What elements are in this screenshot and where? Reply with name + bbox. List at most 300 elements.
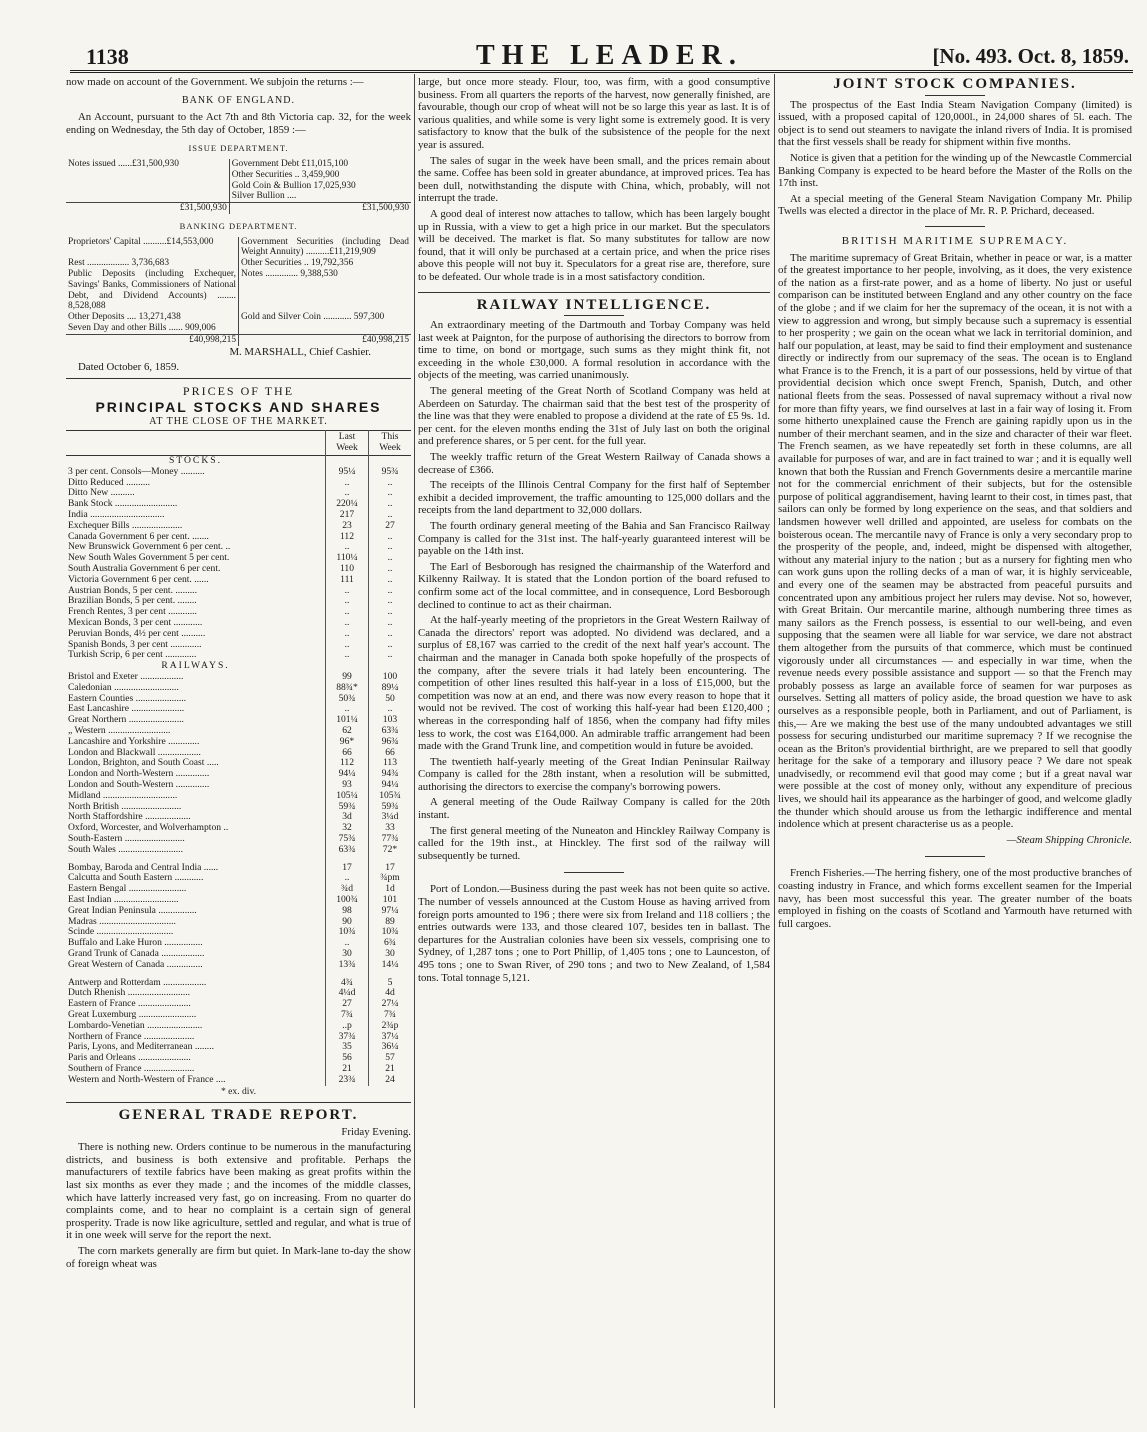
- this-week-price: 72*: [369, 845, 412, 856]
- blank-header: [66, 431, 326, 456]
- issue-asset: Silver Bullion ....: [229, 191, 411, 202]
- security-name: Dutch Rhenish ..........................: [68, 988, 191, 999]
- this-week-price: 4d: [369, 988, 412, 999]
- this-week-price: 30: [369, 949, 412, 960]
- last-week-price: ..: [326, 607, 369, 618]
- banking-dept-table: [66, 237, 411, 346]
- indian-railway-row: [66, 906, 411, 917]
- this-week-price: 6¾: [369, 938, 412, 949]
- prices-main-title: PRINCIPAL STOCKS AND SHARES: [95, 399, 382, 416]
- stock-row: [66, 586, 411, 597]
- this-week-price: ..: [369, 542, 412, 553]
- last-week-price: 4¼d: [326, 988, 369, 999]
- last-week-price: ..: [326, 650, 369, 661]
- stock-row: [66, 467, 411, 478]
- joint-stock-heading: JOINT STOCK COMPANIES.: [833, 76, 1077, 92]
- this-week-price: 103: [369, 715, 412, 726]
- banking-asset: Other Securities .. 19,792,356: [239, 258, 412, 269]
- divider: [66, 1102, 411, 1103]
- this-week-price: 7¾: [369, 1010, 412, 1021]
- issue-liability: [66, 170, 229, 181]
- last-week-price: 59¾: [326, 802, 369, 813]
- blank-cell: [66, 856, 326, 863]
- last-week-price: 3d: [326, 812, 369, 823]
- stock-row: [66, 629, 411, 640]
- last-week-price: 13¾: [326, 960, 369, 971]
- security-name: Great Northern .......................: [68, 715, 184, 726]
- issue-liability: Notes issued ......£31,500,930: [68, 158, 179, 169]
- banking-row: [66, 312, 411, 323]
- divider: [564, 872, 624, 873]
- this-week-price: ..: [369, 704, 412, 715]
- this-week-price: 37¼: [369, 1032, 412, 1043]
- last-week-price: 99: [326, 672, 369, 683]
- security-name: Antwerp and Rotterdam ..................: [68, 977, 207, 988]
- this-week-price: 100: [369, 672, 412, 683]
- indian-railway-row: [66, 960, 411, 971]
- maritime-paragraph: The maritime supremacy of Great Britain, whether in peace or war, is a matter of the greatest importance to her people, involving, as it does, the very existence of the nation as a first-rate power, and as a home of liberty. No just or useful comparison can be instituted between England and any other country on the face of the globe ; and if we claim for her the supremacy of the ocean, it is not with a view to aggression and wrong, but simply because such a supremacy is essential to her prosperity ; we gain on the ocean what we lack in territorial dominion, and half our population, at least, may be said to find their employment and sustenance directly or indirectly from our supremacy of the seas. The ocean is to England what France is to the French, it is a part of our possessions, held by virtue of that providential decision which once swept French, Spanish, Dutch, and other national fleets from the seas. Possessed of naval supremacy without a rival now for more than fifty years, we find ourselves at last in a fair way of losing it. From some hitherto unexplained cause the French are gaining rapidly upon us in the number of their merchant seamen, and in the size and character of their war fleet. The French seamen, as we have repeatedly set forth in these columns, are all available for purposes of war, and are in fact trained to war ; and it is equally well known that both the Russian and French Governments desire a mercantile marine not for the commercial enrichment of their subjects, but for the ostensible purpose of political aggrandisement, having learnt to their cost, in times past, that sailors can only be formed by long experience on the seas, and that soldiers and landsmen however well drilled and appointed, are useless for combats on the boisterous ocean. The mercantile navy of France is only a very secondary prop to the prosperity of the people, and, indeed, might be dispensed with altogether, without any material injury to the nation ; but as a nursery for fighting men who can work guns upon the rolling decks of a man of war, it is highly serviceable, and every one of the seamen may be abstracted from peaceful pursuits and concentrated upon any ambitious project her rulers may devise. Not so, however, with Great Britain. Our mercantile marine, although numbering three times as many sailors as the French possess, is essential to our well-being, and even supposing that the seamen were all liable for war service, we dare not abstract them altogether from the pursuits of that commerce, which must be continued vigorously under all circumstances — and especially in war time, when the revenue needs every possible assistance and support — so that the French may probably possess as large an available force of seamen for war purposes as ourselves. Setting all matters of policy aside, the broad question we have to ask ourselves as a responsible people, both in Parliament, and out of Parliament, is this,— Are we making the best use of the many undoubted advantages we still possess for securing undisturbed our maritime supremacy ? If we recognise the ocean as the Briton's providential birthright, are we prepared to sell that goodly heritage for the sake of a temporary and illusory peace ? We dare not speak unadvisedly, or recommend evil that good may come ; but if a great naval war were possible at the cost of money only, without any expenditure of precious lives, we should hail its appearance as the harbinger of good, and welcome gladly the thunder which should arouse us from the lethargic indifference and mental indolence which at present characterise us as a people.: [778, 251, 1132, 831]
- security-name: London, Brighton, and South Coast .....: [68, 758, 219, 769]
- port-of-london-paragraph: Port of London.—Business during the past week has not been quite so active. The number of vessels announced at the Custom House as having arrived from foreign ports amounted to 196 ; there were six from Ireland and 118 colliers ; the entries outwards were 133, and those cleared 107, besides ten in ballast. The departures for the Australian colonies have been six vessels, comprising one to Sydney, of 1,287 tons ; one to Port Phillip, of 1,405 tons ; one to Launceston, of 495 tons ; one to Swan River, of 290 tons ; and two to New Zealand, of 1,584 tons. Total tonnage 5,121.: [418, 883, 770, 984]
- column-3: [778, 76, 1132, 1412]
- cashier-signature: M. MARSHALL, Chief Cashier.: [229, 345, 371, 358]
- issue-total-row: [66, 203, 411, 214]
- railway-row: [66, 802, 411, 813]
- railway-row: [66, 672, 411, 683]
- banking-asset: Gold and Silver Coin ............ 597,300: [239, 312, 412, 323]
- security-name: East Lancashire ......................: [68, 704, 185, 715]
- this-week-price: 1d: [369, 884, 412, 895]
- issue-total-left: £31,500,930: [66, 203, 229, 214]
- this-week-price: 89¼: [369, 683, 412, 694]
- indian-railway-row: [66, 949, 411, 960]
- last-week-price: ..: [326, 596, 369, 607]
- column-2: [418, 76, 770, 1412]
- trade-continued: large, but once more steady. Flour, too, was firm, with a good consumptive business. From all quarters the reports of the harvest, now generally finished, are favourable, though our crop of wheat will not be so large this year as last. It is of various qualities, and while some is very light some is extremely good. It is very satisfactory to know that the bulk of the subsistence of the people for the next year is assured.: [418, 76, 770, 151]
- this-week-price: 14¼: [369, 960, 412, 971]
- this-week-price: 3¼d: [369, 812, 412, 823]
- this-week-price: ..: [369, 564, 412, 575]
- security-name: North British .........................: [68, 801, 182, 812]
- masthead-rule: [70, 70, 1133, 73]
- indian-railway-row: [66, 863, 411, 874]
- railway-heading: RAILWAY INTELLIGENCE.: [476, 296, 712, 313]
- stock-row: [66, 564, 411, 575]
- this-week-price: 2¾p: [369, 1021, 412, 1032]
- issue-asset: Other Securities .. 3,459,900: [229, 170, 411, 181]
- this-week-price: ..: [369, 575, 412, 586]
- this-week-price: 59¾: [369, 802, 412, 813]
- last-week-price: 30: [326, 949, 369, 960]
- last-week-price: 7¾: [326, 1010, 369, 1021]
- security-name: Eastern Counties .....................: [68, 693, 187, 704]
- railway-paragraph: An extraordinary meeting of the Dartmouth and Torbay Company was held last week at Paignton, for the purpose of authorising the directors to borrow from time to time, on bond or mortgage, such sums as they might think fit, not exceeding in the whole £30,000. A formal resolution in accordance with the objects of the meeting, was carried unanimously.: [418, 319, 770, 382]
- foreign-railway-row: [66, 1053, 411, 1064]
- security-name: Ditto New ..........: [68, 488, 135, 499]
- security-name: Bristol and Exeter ..................: [68, 672, 184, 683]
- railway-paragraph: A general meeting of the Oude Railway Company is called for the 20th instant.: [418, 796, 770, 822]
- railway-row: [66, 780, 411, 791]
- railway-row: [66, 694, 411, 705]
- indian-railway-row: [66, 927, 411, 938]
- banking-dept-heading: BANKING DEPARTMENT.: [179, 220, 298, 231]
- stock-row: [66, 575, 411, 586]
- last-week-price: 56: [326, 1053, 369, 1064]
- stock-row: [66, 553, 411, 564]
- trade-heading: GENERAL TRADE REPORT.: [118, 1107, 359, 1124]
- this-week-price: 17: [369, 863, 412, 874]
- last-week-price: ..: [326, 704, 369, 715]
- last-week-price: 23: [326, 521, 369, 532]
- this-week-price: ..: [369, 629, 412, 640]
- banking-liability: Seven Day and other Bills ...... 909,006: [68, 322, 216, 333]
- railway-paragraph: The general meeting of the Great North of Scotland Company was held at Aberdeen on Saturday. The chairman said that the best test of the prosperity of the line was that they were enabled to propose a dividend at the rate of £5 9s. 1d. per cent. for the eleven months ending the 31st of July last on both the original and preference shares, or 5 per cent. for the full year.: [418, 385, 770, 448]
- french-fisheries-paragraph: French Fisheries.—The herring fishery, one of the most productive branches of coasting industry in France, and which forms excellent seamen for the Imperial navy, has been most successful this year. The greater number of the boats employed in fishing on the coasts of Scotland and Yarmouth have returned with full cargoes.: [778, 867, 1132, 930]
- railway-row: [66, 845, 411, 856]
- foreign-railway-row: [66, 988, 411, 999]
- foreign-railway-row: [66, 999, 411, 1010]
- this-week-price: ..: [369, 553, 412, 564]
- security-name: Bank Stock ..........................: [68, 499, 178, 510]
- foreign-railway-row: [66, 978, 411, 989]
- this-week-price: 27: [369, 521, 412, 532]
- last-week-price: 96*: [326, 737, 369, 748]
- issue-row: [66, 181, 411, 192]
- last-week-price: 10¾: [326, 927, 369, 938]
- this-week-price: ¾pm: [369, 873, 412, 884]
- security-name: Calcutta and South Eastern ............: [68, 873, 204, 884]
- this-week-price: 77¾: [369, 834, 412, 845]
- security-name: Mexican Bonds, 3 per cent ............: [68, 618, 203, 629]
- security-name: Paris, Lyons, and Mediterranean ........: [68, 1042, 215, 1053]
- stock-row: [66, 596, 411, 607]
- indian-railway-row: [66, 873, 411, 884]
- security-name: South Australia Government 6 per cent.: [68, 564, 221, 575]
- this-week-price: 94¾: [369, 769, 412, 780]
- last-week-price: ..: [326, 640, 369, 651]
- this-week-price: 66: [369, 748, 412, 759]
- divider: [925, 95, 985, 96]
- foreign-railway-row: [66, 1064, 411, 1075]
- railway-row: [66, 769, 411, 780]
- this-week-price: ..: [369, 596, 412, 607]
- last-week-price: 100¾: [326, 895, 369, 906]
- prices-subtitle: AT THE CLOSE OF THE MARKET.: [149, 415, 328, 427]
- last-week-price: 88¾*: [326, 683, 369, 694]
- foreign-railway-row: [66, 1042, 411, 1053]
- security-name: Brazilian Bonds, 5 per cent. ........: [68, 596, 197, 607]
- security-name: Great Western of Canada ...............: [68, 959, 203, 970]
- security-name: Paris and Orleans ......................: [68, 1053, 191, 1064]
- security-name: South Wales ...........................: [68, 844, 183, 855]
- security-name: Turkish Scrip, 6 per cent .............: [68, 650, 197, 661]
- banking-liability: Proprietors' Capital ..........£14,553,000: [68, 236, 214, 247]
- last-week-price: ..: [326, 488, 369, 499]
- this-week-price: 63¾: [369, 726, 412, 737]
- security-name: Grand Trunk of Canada ..................: [68, 948, 205, 959]
- security-name: Ditto Reduced ..........: [68, 477, 151, 488]
- security-name: Lancashire and Yorkshire .............: [68, 736, 200, 747]
- this-week-price: 36¼: [369, 1042, 412, 1053]
- section-gap: [66, 971, 411, 978]
- security-name: Bombay, Baroda and Central India ......: [68, 862, 219, 873]
- last-week-price: ..: [326, 542, 369, 553]
- this-week-price: 101: [369, 895, 412, 906]
- last-week-price: ..p: [326, 1021, 369, 1032]
- issue-total-right: £31,500,930: [229, 203, 411, 214]
- security-name: Eastern Bengal ........................: [68, 884, 187, 895]
- issue-row: [66, 159, 411, 170]
- banking-total-row: [66, 334, 411, 345]
- last-week-price: 66: [326, 748, 369, 759]
- this-week-price: ..: [369, 488, 412, 499]
- this-week-price: 97¼: [369, 906, 412, 917]
- dated-line: Dated October 6, 1859.: [78, 361, 180, 374]
- last-week-price: 32: [326, 823, 369, 834]
- issue-liability: [66, 191, 229, 202]
- joint-stock-paragraph: At a special meeting of the General Steam Navigation Company Mr. Philip Twells was elected a director in the place of Mr. R. P. Prichard, deceased.: [778, 192, 1132, 218]
- last-week-price: 93: [326, 780, 369, 791]
- security-name: Victoria Government 6 per cent. ......: [68, 574, 209, 585]
- stock-row: [66, 542, 411, 553]
- foreign-railway-row: [66, 1021, 411, 1032]
- issue-dept-heading: ISSUE DEPARTMENT.: [188, 143, 289, 154]
- joint-stock-paragraph: The prospectus of the East India Steam Navigation Company (limited) is issued, with a proposed capital of 120,000l., in 24,000 shares of 5l. each. The object is to send out steamers to navigate the inland rivers of India. It is promised that the first vessels shall be ready for shipment within five months.: [778, 98, 1132, 149]
- security-name: Canada Government 6 per cent. .......: [68, 531, 209, 542]
- this-week-price: 24: [369, 1075, 412, 1086]
- railway-paragraph: The weekly traffic return of the Great Western Railway of Canada shows a decrease of £366.: [418, 451, 770, 476]
- security-name: New Brunswick Government 6 per cent. ..: [68, 542, 231, 553]
- issue-asset: Government Debt £11,015,100: [229, 159, 411, 170]
- trade-paragraph: There is nothing new. Orders continue to be numerous in the manufacturing districts, and business is both extensive and profitable. Perhaps the manufacturers of textile fabrics have been making as great profits within the last six months as ever they made ; and the incomes of the middle classes, which have latterly increased very fast, go on increasing. From no quarter do complaints come, and to hear no complaint is a certain sign of general prosperity. Trade is now like agriculture, settled and regular, and what is true of it in one week will serve for the report the next.: [66, 1141, 411, 1242]
- last-week-price: 21: [326, 1064, 369, 1075]
- security-name: Oxford, Worcester, and Wolverhampton ..: [68, 823, 229, 834]
- foreign-railway-row: [66, 1032, 411, 1043]
- banking-row: [66, 269, 411, 312]
- security-name: Lombardo-Venetian .......................: [68, 1020, 203, 1031]
- divider: [418, 292, 770, 293]
- divider: [66, 378, 411, 379]
- last-week-price: 111: [326, 575, 369, 586]
- indian-railway-row: [66, 917, 411, 928]
- this-week-price: ..: [369, 618, 412, 629]
- last-week-price: ..: [326, 938, 369, 949]
- railway-row: [66, 812, 411, 823]
- last-week-price: 220¼: [326, 499, 369, 510]
- column-divider: [414, 74, 415, 1408]
- divider: [564, 315, 624, 316]
- trade-paragraph: The sales of sugar in the week have been small, and the prices remain about the same. Coffee has been sold in greater abundance, at improved prices. Tea has been dull, notwithstanding the dispute with China, which, probably, will not interrupt the trade.: [418, 154, 770, 205]
- railway-row: [66, 726, 411, 737]
- banking-total-right: £40,998,215: [239, 334, 412, 345]
- prices-title: PRICES OF THE: [182, 383, 295, 398]
- trade-paragraph: A good deal of interest now attaches to tallow, which has been largely bought up in Russia, with a view to get a high price in our market. But the speculators will be deceived. The market is flat. So many substitutes for tallow are now found, that it will only be purchased at a certain price, and when the price rises above this people will not buy it. Speculators for a great rise are, therefore, sure to be defeated. Our whole trade is in a most satisfactory condition.: [418, 207, 770, 283]
- section-gap: [66, 856, 411, 863]
- railway-paragraph: The receipts of the Illinois Central Company for the first half of September exhibit a decided improvement, the traffic amounting to 125,000 dollars and the receipts from the land department to 32,000 dollars.: [418, 479, 770, 517]
- security-name: Eastern of France ......................: [68, 999, 191, 1010]
- last-week-price: 101¼: [326, 715, 369, 726]
- this-week-price: ..: [369, 499, 412, 510]
- security-name: Northern of France .....................: [68, 1031, 195, 1042]
- this-week-price: 33: [369, 823, 412, 834]
- issue-date: [No. 493. Oct. 8, 1859.: [932, 44, 1129, 68]
- issue-row: [66, 191, 411, 202]
- last-week-price: 90: [326, 917, 369, 928]
- security-name: Great Indian Peninsula ................: [68, 905, 197, 916]
- blank-cell: [66, 971, 326, 978]
- last-week-price: 98: [326, 906, 369, 917]
- stocks-section-label: STOCKS.: [168, 455, 222, 467]
- indian-railway-row: [66, 884, 411, 895]
- last-week-price: 27: [326, 999, 369, 1010]
- banking-liability: Other Deposits .... 13,271,438: [68, 312, 181, 323]
- newspaper-title: THE LEADER.: [476, 40, 743, 71]
- last-week-price: ..: [326, 586, 369, 597]
- railway-paragraph: The fourth ordinary general meeting of the Bahia and San Francisco Railway Company is called for the 31st inst. The half-yearly guaranteed interest will be payable on the 14th inst.: [418, 520, 770, 558]
- indian-railway-row: [66, 895, 411, 906]
- security-name: Scinde ................................: [68, 927, 174, 938]
- railways-section: [66, 661, 411, 672]
- stock-row: [66, 510, 411, 521]
- stock-row: [66, 532, 411, 543]
- this-week-price: 95¾: [369, 467, 412, 478]
- stock-row: [66, 640, 411, 651]
- last-week-price: 95¼: [326, 467, 369, 478]
- this-week-price: ..: [369, 510, 412, 521]
- stock-row: [66, 618, 411, 629]
- masthead: [86, 40, 1129, 70]
- issue-liability: [66, 181, 229, 192]
- this-week-price: 105¾: [369, 791, 412, 802]
- security-name: Western and North-Western of France ....: [68, 1074, 226, 1085]
- railway-row: [66, 834, 411, 845]
- this-week-price: 57: [369, 1053, 412, 1064]
- this-week-price: ..: [369, 478, 412, 489]
- last-week-price: 17: [326, 863, 369, 874]
- banking-row: [66, 323, 411, 334]
- divider: [925, 856, 985, 857]
- security-name: Midland ...............................: [68, 790, 178, 801]
- banking-row: [66, 237, 411, 259]
- last-week-price: 75¾: [326, 834, 369, 845]
- last-week-price: 94¼: [326, 769, 369, 780]
- maritime-source: —Steam Shipping Chronicle.: [1006, 833, 1132, 846]
- last-week-price: ..: [326, 478, 369, 489]
- railway-row: [66, 704, 411, 715]
- this-week-price: 21: [369, 1064, 412, 1075]
- security-name: 3 per cent. Consols—Money ..........: [68, 466, 205, 477]
- intro-text: now made on account of the Government. We subjoin the returns :—: [66, 76, 364, 88]
- security-name: Caledonian ...........................: [68, 682, 179, 693]
- security-name: India ...............................: [68, 510, 165, 521]
- last-week-price: 105¼: [326, 791, 369, 802]
- column-1: [66, 76, 411, 1412]
- last-week-price: 110¼: [326, 553, 369, 564]
- this-week-price: 50: [369, 694, 412, 705]
- this-week-price: ..: [369, 586, 412, 597]
- security-name: North Staffordshire ...................: [68, 812, 191, 823]
- banking-asset: Notes .............. 9,388,530: [239, 269, 412, 312]
- security-name: New South Wales Government 5 per cent.: [68, 553, 230, 564]
- last-week-price: 217: [326, 510, 369, 521]
- this-week-price: 96¾: [369, 737, 412, 748]
- railway-row: [66, 791, 411, 802]
- last-week-price: 23¾: [326, 1075, 369, 1086]
- trade-paragraph: The corn markets generally are firm but quiet. In Mark-lane to-day the show of foreign wheat was: [66, 1245, 411, 1270]
- railway-row: [66, 748, 411, 759]
- this-week-price: 10¾: [369, 927, 412, 938]
- security-name: French Rentes, 3 per cent ............: [68, 607, 197, 618]
- footnote: * ex. div.: [220, 1085, 257, 1097]
- last-week-price: ..: [326, 873, 369, 884]
- issue-dept-table: [66, 159, 411, 214]
- stock-row: [66, 499, 411, 510]
- banking-liability: Public Deposits (including Exchequer, Savings' Banks, Commissioners of National Debt, and Dividend Accounts) ........ 8,528,088: [68, 268, 236, 312]
- security-name: Exchequer Bills .....................: [68, 520, 183, 531]
- indian-railway-row: [66, 938, 411, 949]
- security-name: Madras ................................: [68, 916, 176, 927]
- this-week-price: ..: [369, 607, 412, 618]
- stock-row: [66, 607, 411, 618]
- bank-intro: An Account, pursuant to the Act 7th and 8th Victoria cap. 32, for the week ending on Wednesday, the 5th day of October, 1859 :—: [66, 111, 411, 136]
- this-week-header: This Week: [369, 431, 412, 456]
- security-name: London and North-Western ..............: [68, 769, 210, 780]
- last-week-price: 112: [326, 532, 369, 543]
- stock-row: [66, 488, 411, 499]
- column-divider: [774, 74, 775, 1408]
- railway-paragraph: The twentieth half-yearly meeting of the Great Indian Peninsular Railway Company is called for the 28th instant, when a resolution will be submitted, authorising the directors to exercise the company's borrowing powers.: [418, 755, 770, 793]
- railway-row: [66, 683, 411, 694]
- divider: [925, 226, 985, 227]
- this-week-price: 113: [369, 758, 412, 769]
- security-name: Austrian Bonds, 5 per cent. .........: [68, 585, 197, 596]
- last-week-price: ..: [326, 629, 369, 640]
- security-name: Peruvian Bonds, 4½ per cent ..........: [68, 628, 206, 639]
- this-week-price: 94¼: [369, 780, 412, 791]
- page-number: 1138: [86, 44, 129, 69]
- stocks-section: [66, 456, 411, 467]
- last-week-price: 112: [326, 758, 369, 769]
- trade-date: Friday Evening.: [341, 1125, 411, 1138]
- stock-row: [66, 650, 411, 661]
- this-week-price: 27¼: [369, 999, 412, 1010]
- banking-row: [66, 258, 411, 269]
- foreign-railway-row: [66, 1010, 411, 1021]
- maritime-heading: BRITISH MARITIME SUPREMACY.: [841, 234, 1069, 247]
- this-week-price: ..: [369, 640, 412, 651]
- security-name: London and South-Western ..............: [68, 779, 210, 790]
- last-week-price: 63¾: [326, 845, 369, 856]
- last-week-price: 110: [326, 564, 369, 575]
- last-week-price: 35: [326, 1042, 369, 1053]
- security-name: Southern of France .....................: [68, 1063, 195, 1074]
- last-week-price: 62: [326, 726, 369, 737]
- stock-row: [66, 478, 411, 489]
- security-name: Great Luxemburg ........................: [68, 1009, 197, 1020]
- last-week-price: 4¾: [326, 978, 369, 989]
- banking-total-left: £40,998,215: [66, 334, 239, 345]
- this-week-price: 89: [369, 917, 412, 928]
- this-week-price: 5: [369, 978, 412, 989]
- railway-row: [66, 715, 411, 726]
- railway-paragraph: The first general meeting of the Nuneaton and Hinckley Railway Company is called for the 19th inst., at Hinckley. The first sod of the railway will subsequently be turned.: [418, 824, 770, 862]
- stocks-table: [66, 430, 411, 1085]
- banking-liability: Rest .................. 3,736,683: [68, 258, 170, 269]
- issue-asset: Gold Coin & Bullion 17,025,930: [229, 181, 411, 192]
- railway-paragraph: At the half-yearly meeting of the proprietors in the Great Western Railway of Canada the directors' report was adopted. No dividend was declared, and a surplus of £8,167 was carried to the credit of the next half year's account. The chairman and the manager in Canada both spoke hopefully of the prospects of the company, after the severe trials it had lately been encountering. The competition of other lines resulted this half-year in a loss of £15,000, but the competition was now at an end, and there was now every reason to hope that it would not be revived. The cost of working this half-year had been £120,400 ; whereas in the corresponding half of 1856, when the company had fifty miles less to work, the cost was £164,000. An admirable traffic arrangement had been made with the Grand Trunk line, and competition would in future be avoided.: [418, 614, 770, 753]
- security-name: London and Blackwall ..................: [68, 747, 201, 758]
- joint-stock-paragraph: Notice is given that a petition for the winding up of the Newcastle Commercial Banking Company is expected to be heard before the Master of the Rolls on the 17th inst.: [778, 151, 1132, 190]
